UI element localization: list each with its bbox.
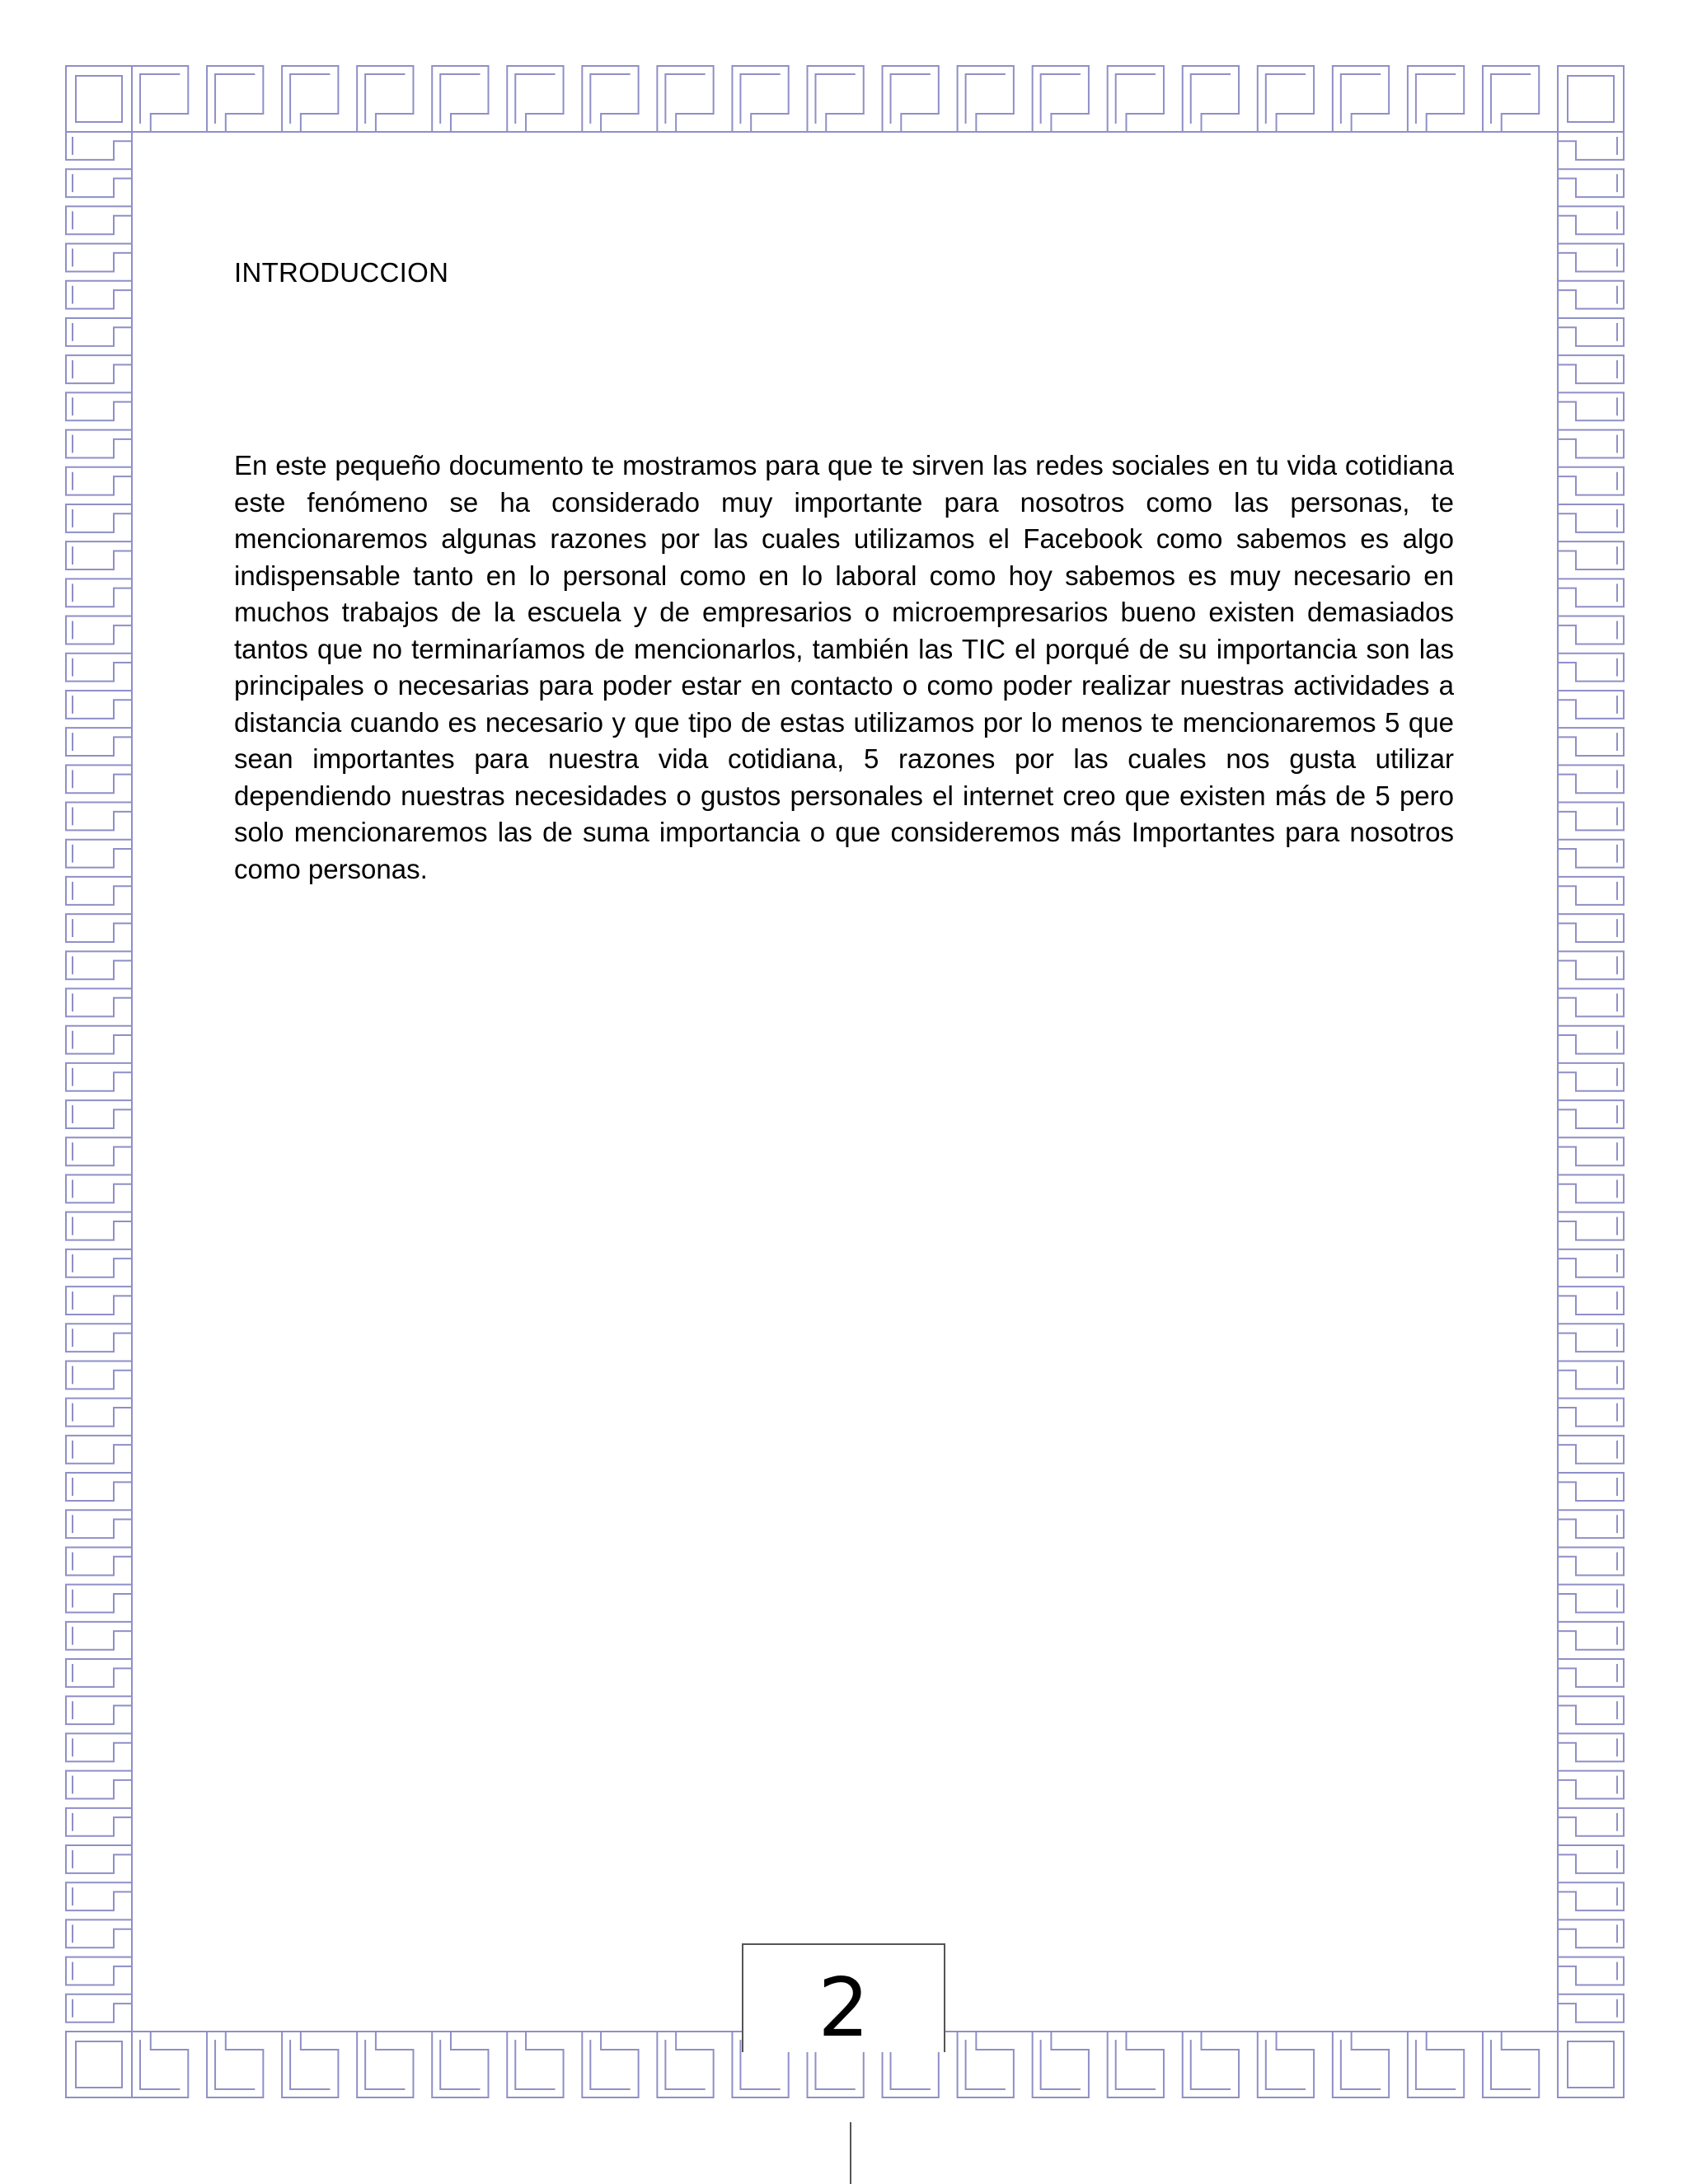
border-meander-inner-line (140, 74, 1531, 124)
border-corner-inner (1568, 2041, 1614, 2088)
border-corner-inner (76, 76, 122, 122)
introduction-paragraph: En este pequeño documento te mostramos para que te sirven las redes sociales en tu vida cotidiana este fenómeno se ha considerado muy importante para nosotros como las personas, te mencionaremos algunas razones por las cuales utilizamos el Facebook como sabemos es algo indispensable tanto en lo personal como en lo laboral como hoy sabemos es muy necesario en muchos trabajos de la escuela y de empresarios o microempresarios bueno existen demasiados tantos que no terminaríamos de mencionarlos, también las TIC el porqué de su importancia son las principales o necesarias para poder estar en contacto o como poder realizar nuestras actividades a distancia cuando es necesario y que tipo de estas utilizamos por lo menos te mencionaremos 5 que sean importantes para nuestra vida cotidiana, 5 razones por las cuales nos gusta utilizar dependiendo nuestras necesidades o gustos personales el internet creo que existen más de 5 pero solo mencionaremos las de suma importancia o que consideremos más Importantes para nosotros como personas. (234, 450, 1454, 884)
border-meander-line (1558, 132, 1624, 2032)
page-number-stem (850, 2122, 851, 2184)
border-corner-inner (76, 2041, 122, 2088)
border-meander-line (66, 132, 132, 2032)
section-heading: INTRODUCCION (234, 257, 449, 288)
border-corner-inner (1568, 76, 1614, 122)
border-meander-line (132, 66, 1558, 132)
page-number: 2 (818, 1961, 870, 2055)
